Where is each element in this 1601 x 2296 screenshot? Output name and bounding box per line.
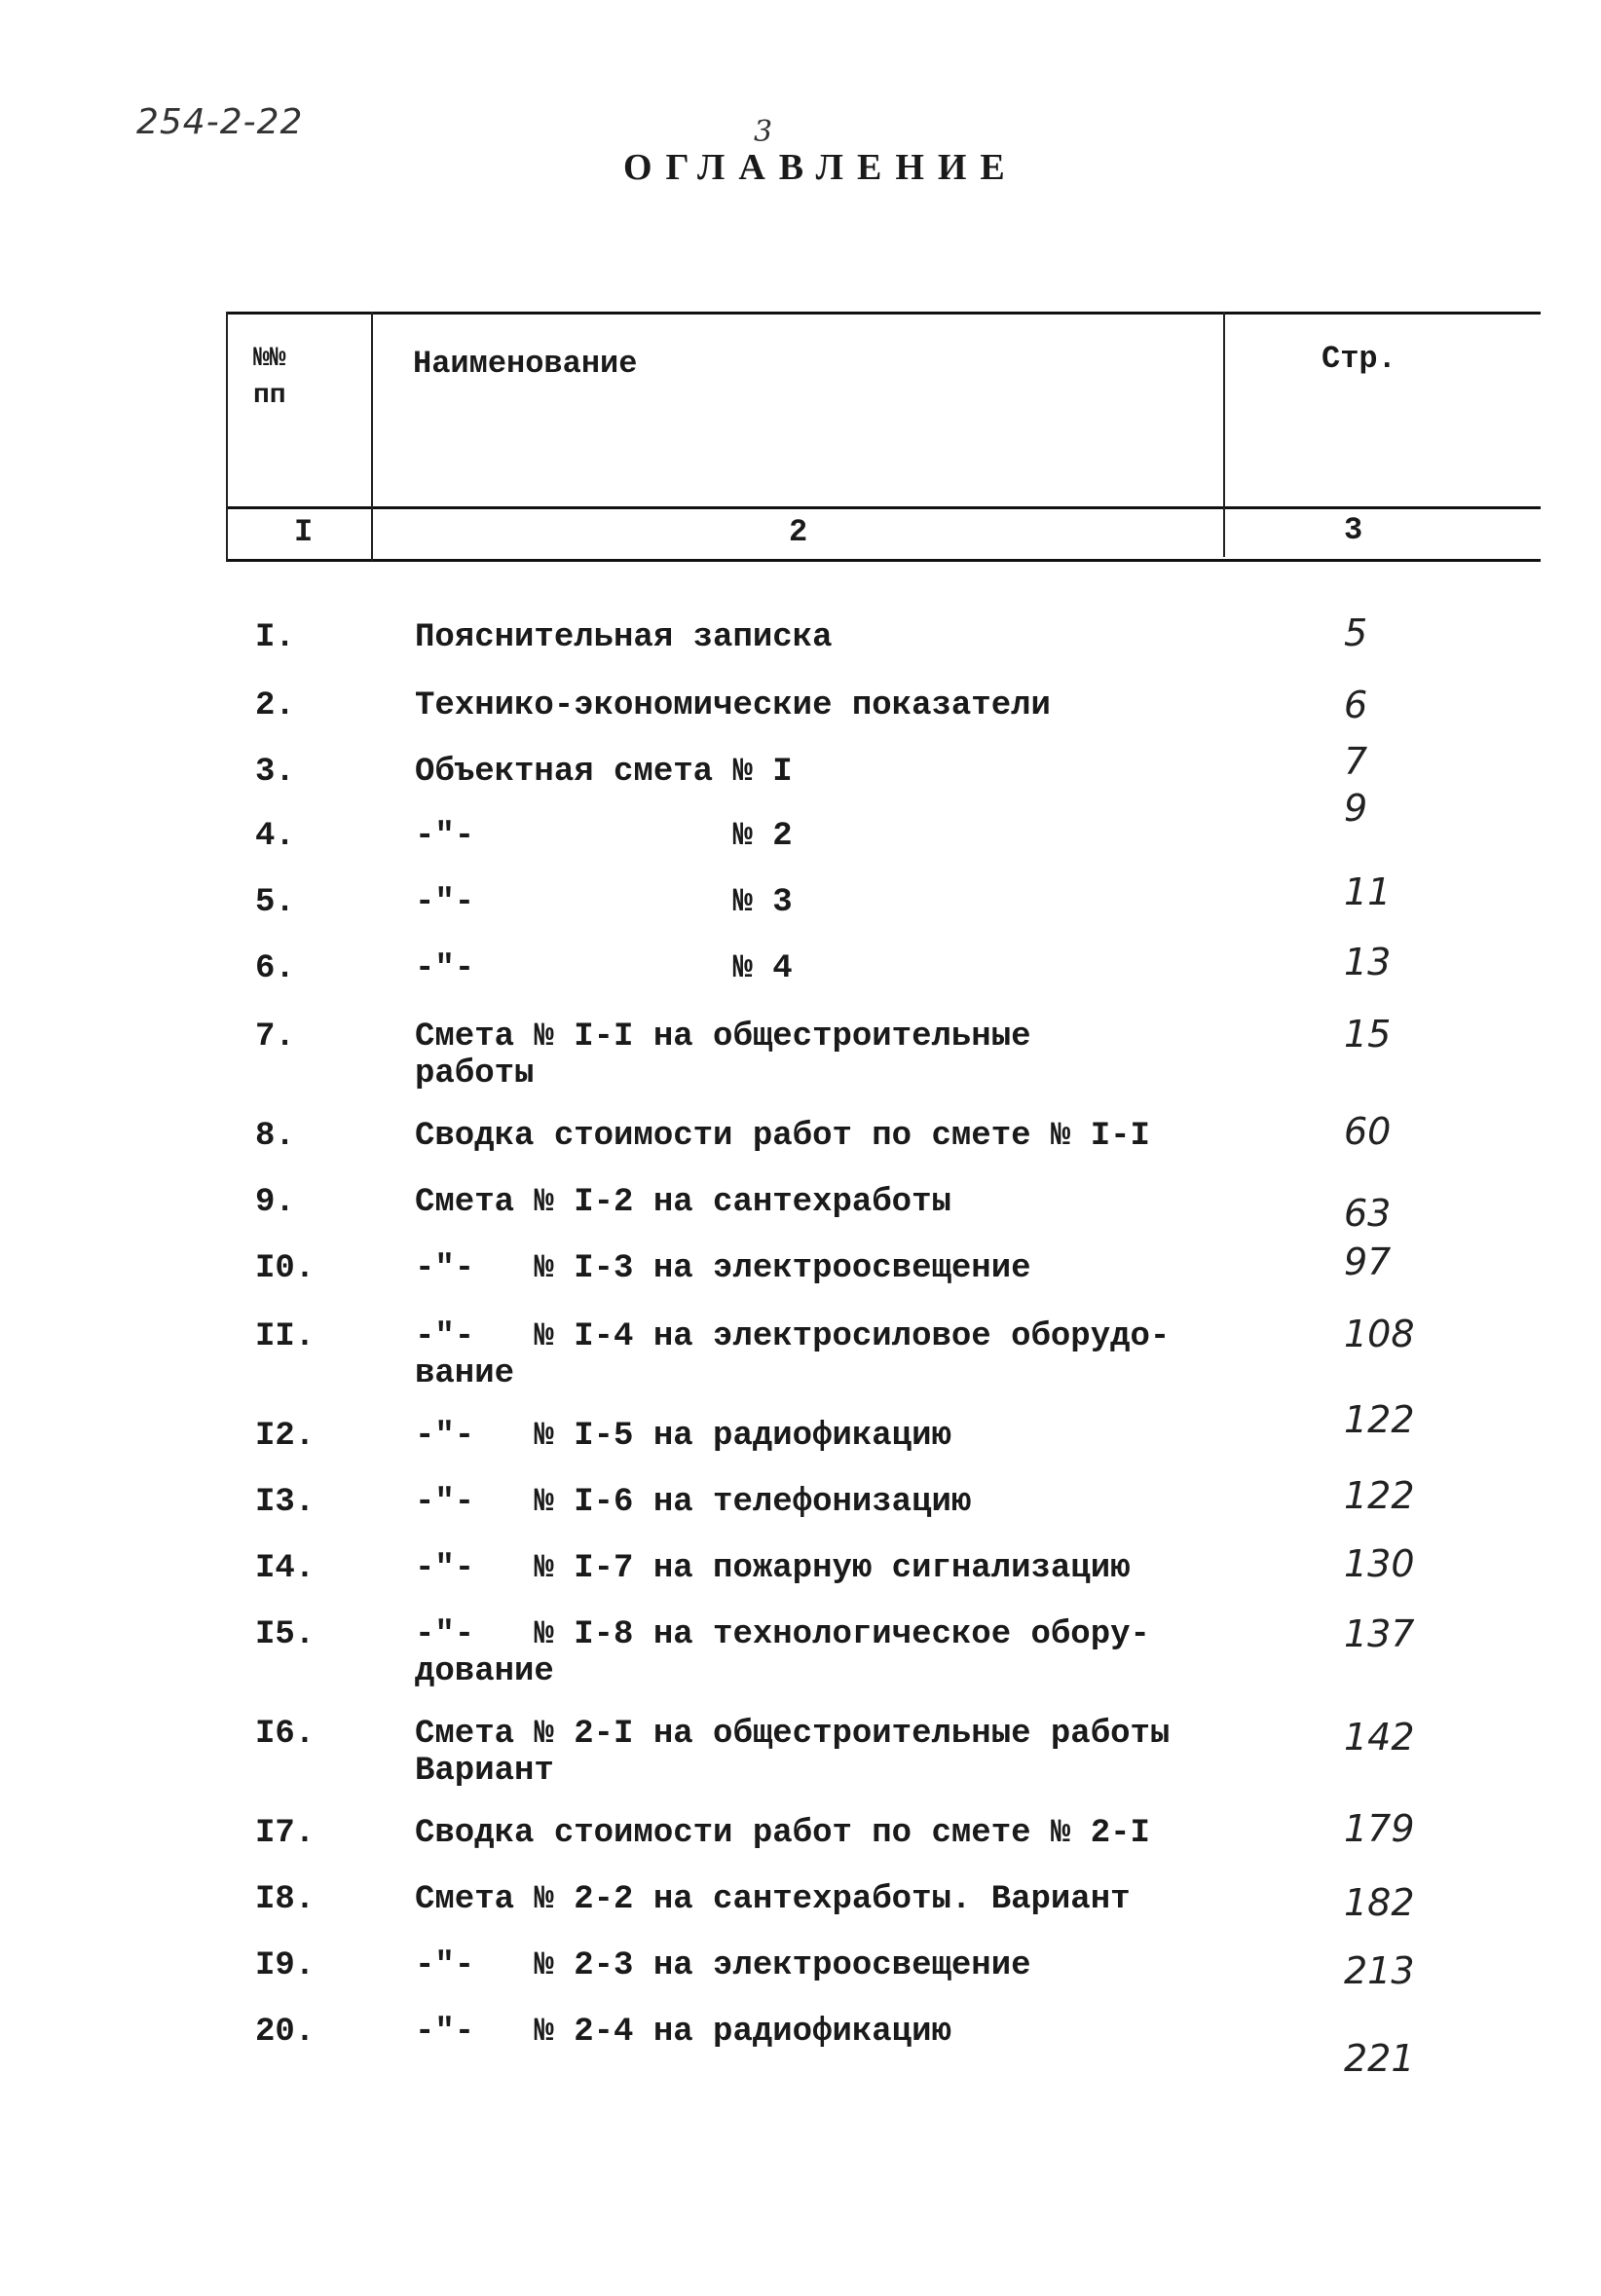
entry-title: -"- № I-7 на пожарную сигнализацию (415, 1550, 1131, 1587)
entry-number: 2. (255, 687, 295, 724)
entry-page: 63 (1344, 1192, 1392, 1235)
entry-number: I0. (255, 1250, 316, 1287)
entry-number: I7. (255, 1815, 316, 1852)
entry-title: -"- № I-6 на телефонизацию (415, 1484, 972, 1521)
header-page: Стр. (1322, 341, 1396, 377)
header-divider (226, 506, 1541, 509)
entry-page: 130 (1344, 1542, 1415, 1585)
entry-page: 6 (1344, 684, 1368, 726)
entry-page: 122 (1344, 1398, 1415, 1441)
column-border (226, 312, 228, 561)
entry-page: 221 (1344, 2037, 1415, 2080)
entry-page: 137 (1344, 1612, 1415, 1655)
entry-page: 213 (1344, 1949, 1415, 1992)
entry-number: 6. (255, 950, 295, 987)
entry-number: II. (255, 1318, 316, 1355)
entry-page: 13 (1344, 941, 1392, 983)
entry-page: 9 (1344, 787, 1368, 830)
entry-page: 108 (1344, 1313, 1415, 1355)
entry-title: Сводка стоимости работ по смете № I-I (415, 1118, 1150, 1155)
entry-title: Технико-экономические показатели (415, 687, 1051, 724)
entry-page: 179 (1344, 1807, 1415, 1850)
entry-page: 15 (1344, 1013, 1392, 1055)
entry-number: I2. (255, 1418, 316, 1455)
entry-number: I6. (255, 1716, 316, 1753)
entry-number: 5. (255, 884, 295, 921)
page-title: ОГЛАВЛЕНИЕ (623, 147, 1019, 188)
entry-number: I. (255, 619, 295, 656)
table-top-border (226, 312, 1541, 315)
entry-number: 4. (255, 818, 295, 855)
table-bottom-border (226, 559, 1541, 562)
header-index-2: 2 (789, 514, 808, 550)
header-name: Наименование (413, 346, 638, 382)
column-border (371, 312, 373, 561)
entry-number: 3. (255, 754, 295, 791)
entry-page: 5 (1344, 611, 1368, 654)
header-index-1: I (294, 514, 314, 550)
entry-title: Смета № I-I на общестроительные работы (415, 1018, 1031, 1092)
entry-page: 7 (1344, 740, 1368, 783)
entry-title: -"- № 4 (415, 950, 793, 987)
entry-title: Сводка стоимости работ по смете № 2-I (415, 1815, 1150, 1852)
entry-title: -"- № 2-3 на электроосвещение (415, 1947, 1031, 1984)
entry-title: Смета № 2-I на общестроительные работы Вариант (415, 1716, 1171, 1790)
header-index-3: 3 (1344, 512, 1363, 548)
entry-title: -"- № I-4 на электросиловое оборудо- вание (415, 1318, 1171, 1392)
entry-number: I9. (255, 1947, 316, 1984)
entry-number: 9. (255, 1184, 295, 1221)
entry-title: -"- № 3 (415, 884, 793, 921)
column-border (1223, 312, 1225, 557)
entry-title: Объектная смета № I (415, 754, 793, 791)
entry-number: I4. (255, 1550, 316, 1587)
entry-page: 60 (1344, 1110, 1392, 1153)
entry-title: Смета № 2-2 на сантехработы. Вариант (415, 1881, 1131, 1918)
entry-title: -"- № I-3 на электроосвещение (415, 1250, 1031, 1287)
entry-title: Пояснительная записка (415, 619, 833, 656)
entry-page: 182 (1344, 1881, 1415, 1924)
entry-title: -"- № 2-4 на радиофикацию (415, 2014, 951, 2051)
entry-title: -"- № I-8 на технологическое обору- дование (415, 1616, 1150, 1690)
entry-number: 7. (255, 1018, 295, 1055)
entry-number: I3. (255, 1484, 316, 1521)
entry-page: 122 (1344, 1474, 1415, 1517)
entry-page: 11 (1344, 870, 1392, 913)
header-number: №№ пп (253, 344, 286, 411)
toc-table-header (226, 312, 1541, 561)
entry-title: -"- № I-5 на радиофикацию (415, 1418, 951, 1455)
document-code: 254-2-22 (136, 102, 304, 142)
entry-page: 97 (1344, 1241, 1392, 1283)
entry-title: -"- № 2 (415, 818, 793, 855)
entry-page: 142 (1344, 1716, 1415, 1759)
entry-title: Смета № I-2 на сантехработы (415, 1184, 951, 1221)
entry-number: 20. (255, 2014, 316, 2051)
entry-number: I8. (255, 1881, 316, 1918)
page-number: 3 (754, 115, 773, 149)
entry-number: 8. (255, 1118, 295, 1155)
entry-number: I5. (255, 1616, 316, 1653)
